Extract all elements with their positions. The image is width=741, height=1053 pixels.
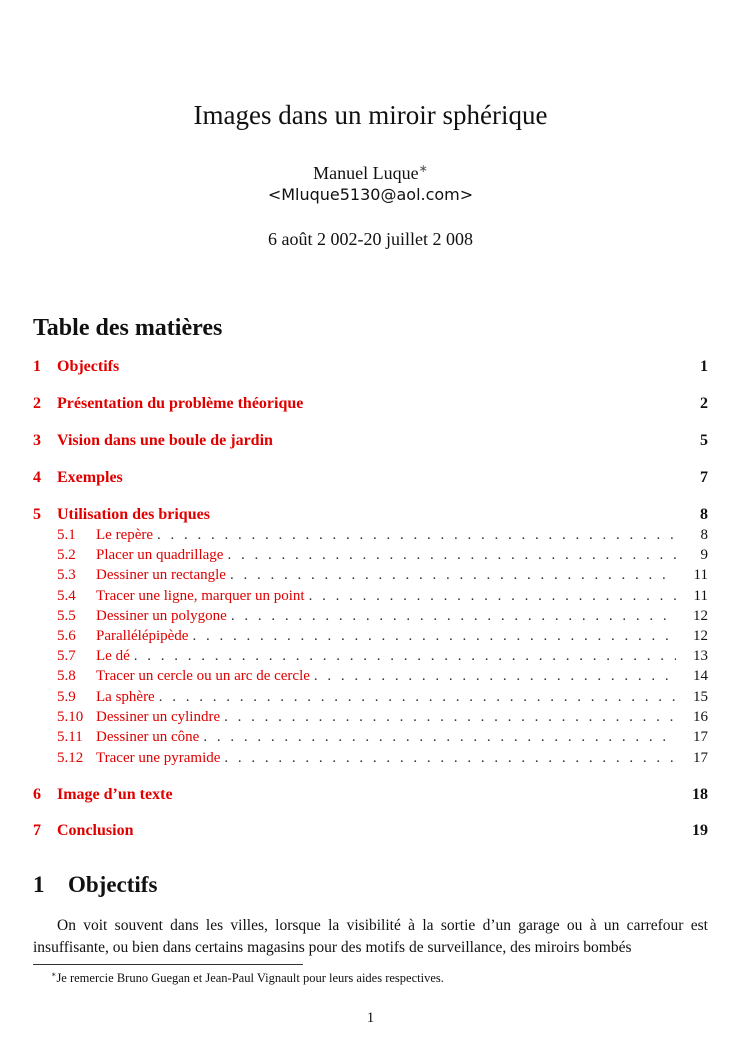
- toc-subsection-number: 5.2: [57, 547, 76, 563]
- toc-section-number: 5: [33, 506, 41, 523]
- toc-subsection-page: 8: [700, 527, 708, 543]
- leader-dots: [203, 729, 676, 746]
- toc-subsection-number: 5.8: [57, 668, 76, 684]
- toc-subsection[interactable]: [57, 709, 708, 729]
- toc-section-page: 7: [700, 469, 708, 486]
- toc-subsection-link[interactable]: Parallélépipède: [96, 628, 189, 644]
- toc-section-5[interactable]: [33, 506, 708, 528]
- toc-subsection[interactable]: [57, 689, 708, 709]
- footnote-rule: [33, 964, 303, 965]
- toc-section-page: 8: [700, 506, 708, 523]
- page-number: 1: [366, 1010, 375, 1026]
- toc-section-1[interactable]: [33, 358, 708, 380]
- toc-subsection-link[interactable]: Tracer un cercle ou un arc de cercle: [96, 668, 310, 684]
- toc-section-page: 2: [700, 395, 708, 412]
- toc-subsection-number: 5.1: [57, 527, 76, 543]
- toc-section-link[interactable]: Conclusion: [57, 822, 134, 839]
- toc-subsection-page: 12: [693, 628, 708, 644]
- author-name: Manuel Luque: [313, 163, 419, 183]
- toc-section-number: 6: [33, 786, 41, 803]
- document-title: Images dans un miroir sphérique: [193, 100, 548, 130]
- toc-section-link[interactable]: Image d’un texte: [57, 786, 173, 803]
- toc-subsection[interactable]: [57, 567, 708, 587]
- toc-section-number: 7: [33, 822, 41, 839]
- toc-subsection-number: 5.10: [57, 709, 84, 725]
- footnote-text: Je remercie Bruno Guegan et Jean-Paul Vignault pour leurs aides respectives.: [56, 971, 444, 986]
- toc-subsection-page: 16: [693, 709, 708, 725]
- toc-subsection-link[interactable]: Dessiner un cylindre: [96, 709, 221, 725]
- toc-subsection-link[interactable]: Dessiner un rectangle: [96, 567, 226, 583]
- toc-subsection-page: 11: [693, 567, 708, 583]
- leader-dots: [134, 648, 676, 665]
- toc-section-page: 18: [692, 786, 708, 803]
- footnote-mark: ∗: [51, 970, 57, 979]
- toc-subsection-page: 14: [693, 668, 708, 684]
- body-paragraph: On voit souvent dans les villes, lorsque la visibilité à la sortie d’un garage ou à un carrefour est insuffisante, ou bien dans certains magasins pour des motifs de surveillance, des miroirs bombés: [33, 917, 708, 956]
- toc-subsection-page: 12: [693, 608, 708, 624]
- toc-subsection-page: 17: [693, 750, 708, 766]
- toc-subsection-page: 13: [693, 648, 708, 664]
- toc-section-page: 1: [700, 358, 708, 375]
- toc-subsection[interactable]: [57, 648, 708, 668]
- toc-section-link[interactable]: Objectifs: [57, 358, 120, 375]
- leader-dots: [227, 547, 676, 564]
- toc-section-4[interactable]: [33, 469, 708, 491]
- toc-section-number: 3: [33, 432, 41, 449]
- toc-section-link[interactable]: Vision dans une boule de jardin: [57, 432, 273, 449]
- leader-dots: [159, 689, 676, 706]
- leader-dots: [230, 567, 676, 584]
- toc-subsection-link[interactable]: Placer un quadrillage: [96, 547, 224, 563]
- toc-section-number: 2: [33, 395, 41, 412]
- leader-dots: [314, 668, 676, 685]
- author: [0, 162, 741, 184]
- leader-dots: [192, 628, 676, 645]
- toc-section-number: 4: [33, 469, 41, 486]
- toc-subsection[interactable]: [57, 527, 708, 547]
- toc-subsection-number: 5.5: [57, 608, 76, 624]
- toc-subsection-link[interactable]: La sphère: [96, 689, 155, 705]
- toc-section-3[interactable]: [33, 432, 708, 454]
- toc-subsection-number: 5.3: [57, 567, 76, 583]
- leader-dots: [224, 709, 676, 726]
- toc-subsection-page: 11: [693, 588, 708, 604]
- toc-subsection[interactable]: [57, 668, 708, 688]
- toc-heading: Table des matières: [33, 315, 223, 341]
- toc-subsection-number: 5.7: [57, 648, 76, 664]
- author-email: <Mluque5130@aol.com>: [267, 185, 474, 204]
- toc-section-number: 1: [33, 358, 41, 375]
- toc-subsection-link[interactable]: Dessiner un polygone: [96, 608, 227, 624]
- leader-dots: [157, 527, 676, 544]
- toc-subsection[interactable]: [57, 588, 708, 608]
- section-title: Objectifs: [68, 872, 158, 897]
- leader-dots: [224, 750, 676, 767]
- toc-subsection-number: 5.6: [57, 628, 76, 644]
- toc-subsection[interactable]: [57, 628, 708, 648]
- toc-subsection-link[interactable]: Tracer une pyramide: [96, 750, 221, 766]
- toc-section-2[interactable]: [33, 395, 708, 417]
- toc-subsection-page: 9: [700, 547, 708, 563]
- toc-subsection[interactable]: [57, 547, 708, 567]
- toc-subsection-link[interactable]: Le dé: [96, 648, 130, 664]
- author-footnote-mark: ∗: [418, 163, 428, 175]
- toc-subsection-link[interactable]: Tracer une ligne, marquer un point: [96, 588, 305, 604]
- toc-section-page: 5: [700, 432, 708, 449]
- section-number: 1: [33, 872, 45, 897]
- toc-subsection[interactable]: [57, 729, 708, 749]
- toc-section-link[interactable]: Utilisation des briques: [57, 506, 210, 523]
- toc-subsection[interactable]: [57, 608, 708, 628]
- section-heading: [33, 872, 157, 898]
- footnote: [51, 970, 444, 986]
- toc-subsection-number: 5.12: [57, 750, 84, 766]
- toc-section-link[interactable]: Présentation du problème théorique: [57, 395, 304, 412]
- toc-section-page: 19: [692, 822, 708, 839]
- toc-subsection[interactable]: [57, 750, 708, 770]
- toc-subsection-link[interactable]: Dessiner un cône: [96, 729, 200, 745]
- toc-section-7[interactable]: [33, 822, 708, 844]
- toc-subsection-number: 5.11: [57, 729, 83, 745]
- toc-section-6[interactable]: [33, 786, 708, 808]
- toc-subsection-link[interactable]: Le repère: [96, 527, 154, 543]
- toc-subsection-number: 5.9: [57, 689, 76, 705]
- toc-subsection-number: 5.4: [57, 588, 76, 604]
- leader-dots: [309, 588, 676, 605]
- toc-section-link[interactable]: Exemples: [57, 469, 123, 486]
- document-date: 6 août 2 002-20 juillet 2 008: [268, 229, 473, 249]
- leader-dots: [231, 608, 676, 625]
- toc-subsection-page: 15: [693, 689, 708, 705]
- toc-subsection-page: 17: [693, 729, 708, 745]
